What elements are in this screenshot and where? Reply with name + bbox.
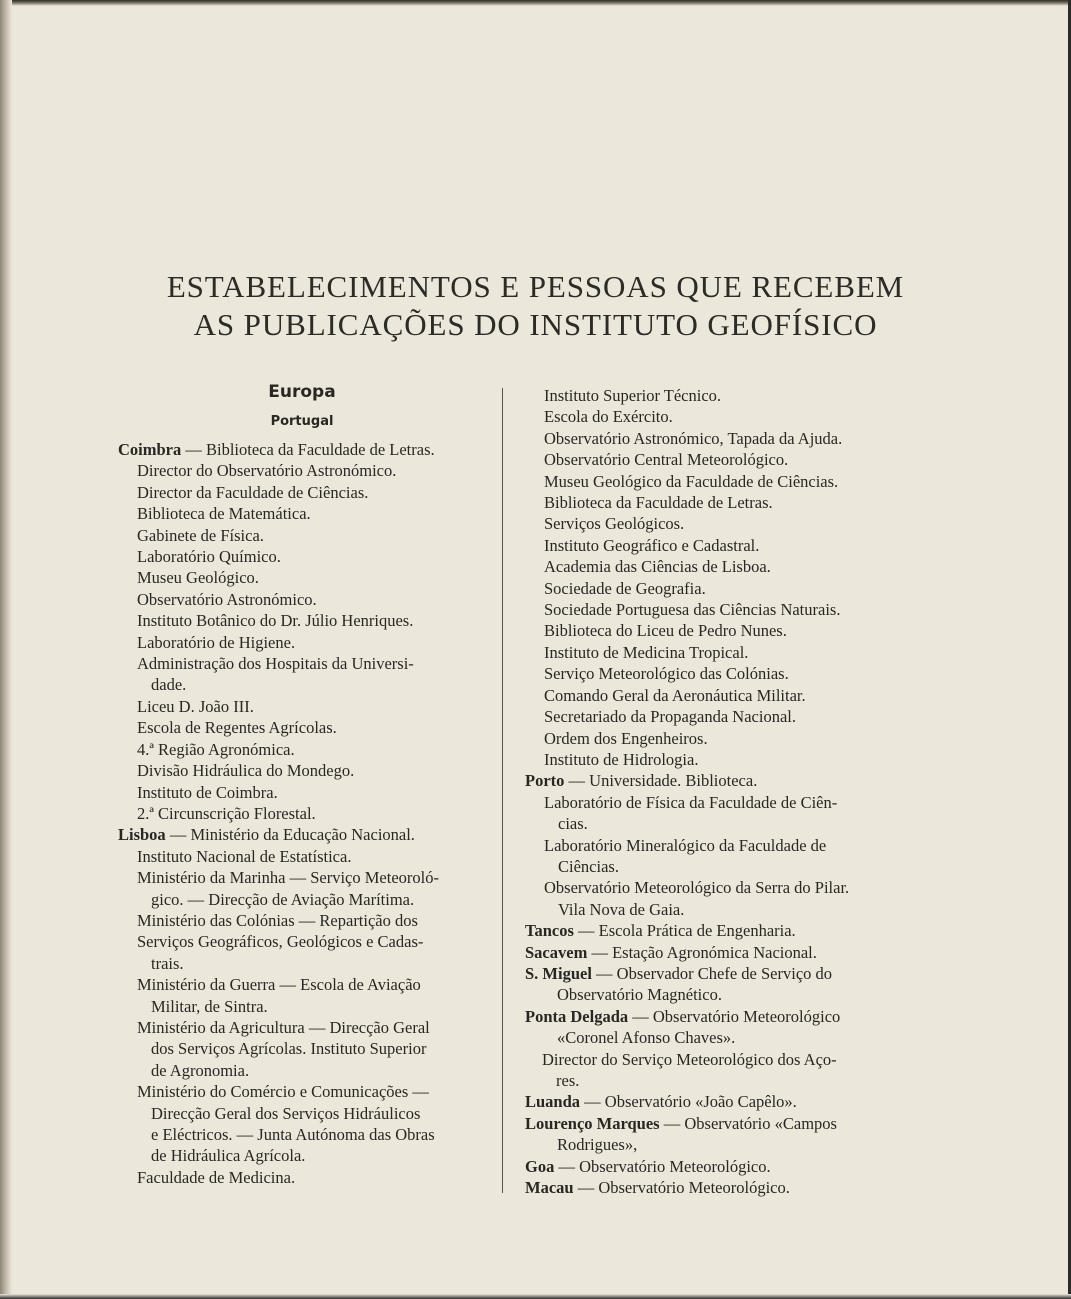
list-item [525, 835, 895, 878]
s-miguel-entry [525, 963, 895, 1006]
list-item: Museu Geológico. [137, 568, 259, 588]
city-name: S. Miguel [525, 963, 592, 983]
luanda-entry [525, 1091, 895, 1112]
entry-continuation: de Hidráulica Agrícola. [151, 1146, 306, 1166]
list-item: Academia das Ciências de Lisboa. [544, 557, 771, 577]
list-item: Ordem dos Engenheiros. [544, 728, 708, 748]
list-item: Biblioteca de Matemática. [137, 504, 311, 524]
entry-text: — Universidade. Biblioteca. [564, 771, 758, 791]
ponta-delgada-entry [525, 1006, 895, 1049]
entry-line: Laboratório Mineralógico da Faculdade de [544, 835, 827, 855]
list-item: Observatório Central Meteorológico. [544, 450, 789, 470]
entry-continuation: Observatório Magnético. [557, 985, 722, 1005]
list-item [118, 910, 486, 974]
entry-line: Ministério da Marinha — Serviço Meteoroló- [137, 868, 439, 888]
entry-continuation: trais. [151, 953, 184, 973]
list-item: Instituto de Hidrologia. [544, 749, 699, 769]
city-name: Coimbra [118, 440, 182, 459]
list-item [118, 974, 486, 1017]
entry-continuation: gico. — Direcção de Aviação Marítima. [151, 889, 415, 909]
list-item: 4.ª Região Agronómica. [137, 739, 295, 759]
entry-continuation: e Eléctricos. — Junta Autónoma das Obras [151, 1125, 435, 1144]
page-edge-bottom [0, 1294, 1071, 1299]
region-heading: Europa [268, 382, 336, 402]
tancos-entry [525, 920, 895, 941]
entry-continuation: Direcção Geral dos Serviços Hidráulicos [151, 1103, 421, 1123]
left-column [118, 381, 486, 1188]
entry-text: — Observatório «Campos [659, 1113, 837, 1133]
entry-text: — Observatório Meteorológico [628, 1006, 841, 1026]
list-item: Secretariado da Propaganda Nacional. [544, 707, 796, 727]
list-item: Director do Observatório Astronómico. [137, 461, 397, 481]
entry-continuation: Rodrigues», [557, 1135, 638, 1155]
city-name: Macau [525, 1178, 574, 1198]
city-name: Luanda [525, 1092, 581, 1112]
entry-continuation: Vila Nova de Gaia. [558, 899, 685, 919]
country-heading: Portugal [270, 414, 334, 429]
goa-entry [525, 1156, 895, 1177]
list-item: Sociedade Portuguesa das Ciências Naturais. [544, 600, 841, 620]
entry-continuation: Serviços Geográficos, Geológicos e Cadas- [137, 932, 424, 952]
city-name: Ponta Delgada [525, 1006, 629, 1026]
list-item: Serviços Geológicos. [544, 514, 685, 534]
entry-text: — Estação Agronómica Nacional. [587, 942, 817, 962]
entry-continuation: Militar, de Sintra. [151, 996, 268, 1016]
list-item: Biblioteca do Liceu de Pedro Nunes. [544, 621, 787, 641]
entry-line: Director do Serviço Meteorológico dos Aço- [542, 1049, 837, 1069]
city-name: Tancos [525, 921, 574, 941]
list-item: Gabinete de Física. [137, 525, 264, 545]
city-name: Sacavem [525, 942, 588, 962]
entry-line: Ministério da Agricultura — Direcção Geral [137, 1017, 430, 1037]
coimbra-entry [118, 439, 486, 460]
page-edge-left [0, 0, 12, 1299]
entry-line: Ministério da Guerra — Escola de Aviação [137, 975, 421, 995]
porto-entry [525, 770, 895, 791]
entry-continuation: «Coronel Afonso Chaves». [557, 1028, 736, 1048]
column-divider [502, 388, 503, 1193]
page-edge-top [0, 0, 1071, 6]
entry-text: — Observatório Meteorológico. [573, 1178, 790, 1198]
entry-continuation: de Agronomia. [151, 1060, 250, 1080]
page-title-line-1: ESTABELECIMENTOS E PESSOAS QUE RECEBEM [166, 269, 905, 304]
right-column [525, 385, 895, 1198]
city-name: Goa [525, 1156, 555, 1176]
entry-line: Observatório Meteorológico da Serra do Pilar. [544, 878, 850, 898]
entry-text: — Observatório «João Capêlo». [580, 1092, 797, 1112]
list-item: 2.ª Circunscrição Florestal. [137, 803, 316, 823]
list-item: Biblioteca da Faculdade de Letras. [544, 493, 773, 513]
list-item [525, 877, 895, 920]
entry-line: Laboratório de Física da Faculdade de Ciên- [544, 792, 838, 812]
entry-continuation: res. [556, 1071, 580, 1090]
city-name: Porto [525, 771, 565, 791]
list-item: Instituto Superior Técnico. [544, 386, 722, 405]
entry-continuation: Ciências. [558, 856, 619, 876]
list-item: Observatório Astronómico, Tapada da Ajuda. [544, 428, 843, 448]
list-item: Liceu D. João III. [137, 696, 254, 716]
entry-continuation: cias. [558, 814, 588, 834]
entry-line: Administração dos Hospitais da Universi- [137, 654, 414, 674]
list-item: Faculdade de Medicina. [137, 1167, 296, 1187]
list-item [118, 653, 486, 696]
list-item: Instituto Nacional de Estatística. [137, 846, 352, 866]
list-item: Escola do Exército. [544, 407, 673, 427]
entry-text: — Observador Chefe de Serviço do [591, 963, 833, 983]
lourenco-marques-entry [525, 1113, 895, 1156]
list-item: Laboratório de Higiene. [137, 632, 296, 652]
list-item [118, 1017, 486, 1081]
list-item: Instituto de Coimbra. [137, 782, 278, 802]
entry-text: — Observatório Meteorológico. [554, 1156, 771, 1176]
list-item [118, 1081, 486, 1167]
list-item: Instituto Geográfico e Cadastral. [544, 535, 760, 555]
entry-continuation: dos Serviços Agrícolas. Instituto Superior [151, 1039, 427, 1059]
city-name: Lourenço Marques [525, 1113, 660, 1133]
list-item: Observatório Astronómico. [137, 589, 317, 609]
sacavem-entry [525, 942, 895, 963]
list-item: Divisão Hidráulica do Mondego. [137, 761, 355, 781]
lisboa-entry [118, 824, 486, 845]
entry-continuation: dade. [151, 675, 187, 695]
list-item [525, 1049, 895, 1092]
list-item: Sociedade de Geografia. [544, 578, 706, 598]
entry-line: Ministério do Comércio e Comunicações — [137, 1082, 429, 1102]
list-item: Escola de Regentes Agrícolas. [137, 718, 337, 738]
list-item: Instituto Botânico do Dr. Júlio Henriques. [137, 611, 414, 631]
entry-line: Ministério das Colónias — Repartição dos [137, 910, 418, 930]
list-item: Director da Faculdade de Ciências. [137, 482, 369, 502]
list-item [118, 867, 486, 910]
list-item: Instituto de Medicina Tropical. [544, 642, 749, 662]
entry-text: — Ministério da Educação Nacional. [165, 825, 415, 845]
entry-text: — Biblioteca da Faculdade de Letras. [181, 440, 435, 459]
list-item: Museu Geológico da Faculdade de Ciências. [544, 471, 839, 491]
page-title-line-2: AS PUBLICAÇÕES DO INSTITUTO GEOFÍSICO [193, 307, 878, 342]
list-item: Comando Geral da Aeronáutica Militar. [544, 685, 806, 705]
city-name: Lisboa [118, 825, 166, 845]
list-item: Laboratório Químico. [137, 547, 281, 567]
macau-entry [525, 1177, 895, 1198]
list-item [525, 792, 895, 835]
list-item: Serviço Meteorológico das Colónias. [544, 664, 789, 684]
entry-text: — Escola Prática de Engenharia. [573, 921, 796, 941]
